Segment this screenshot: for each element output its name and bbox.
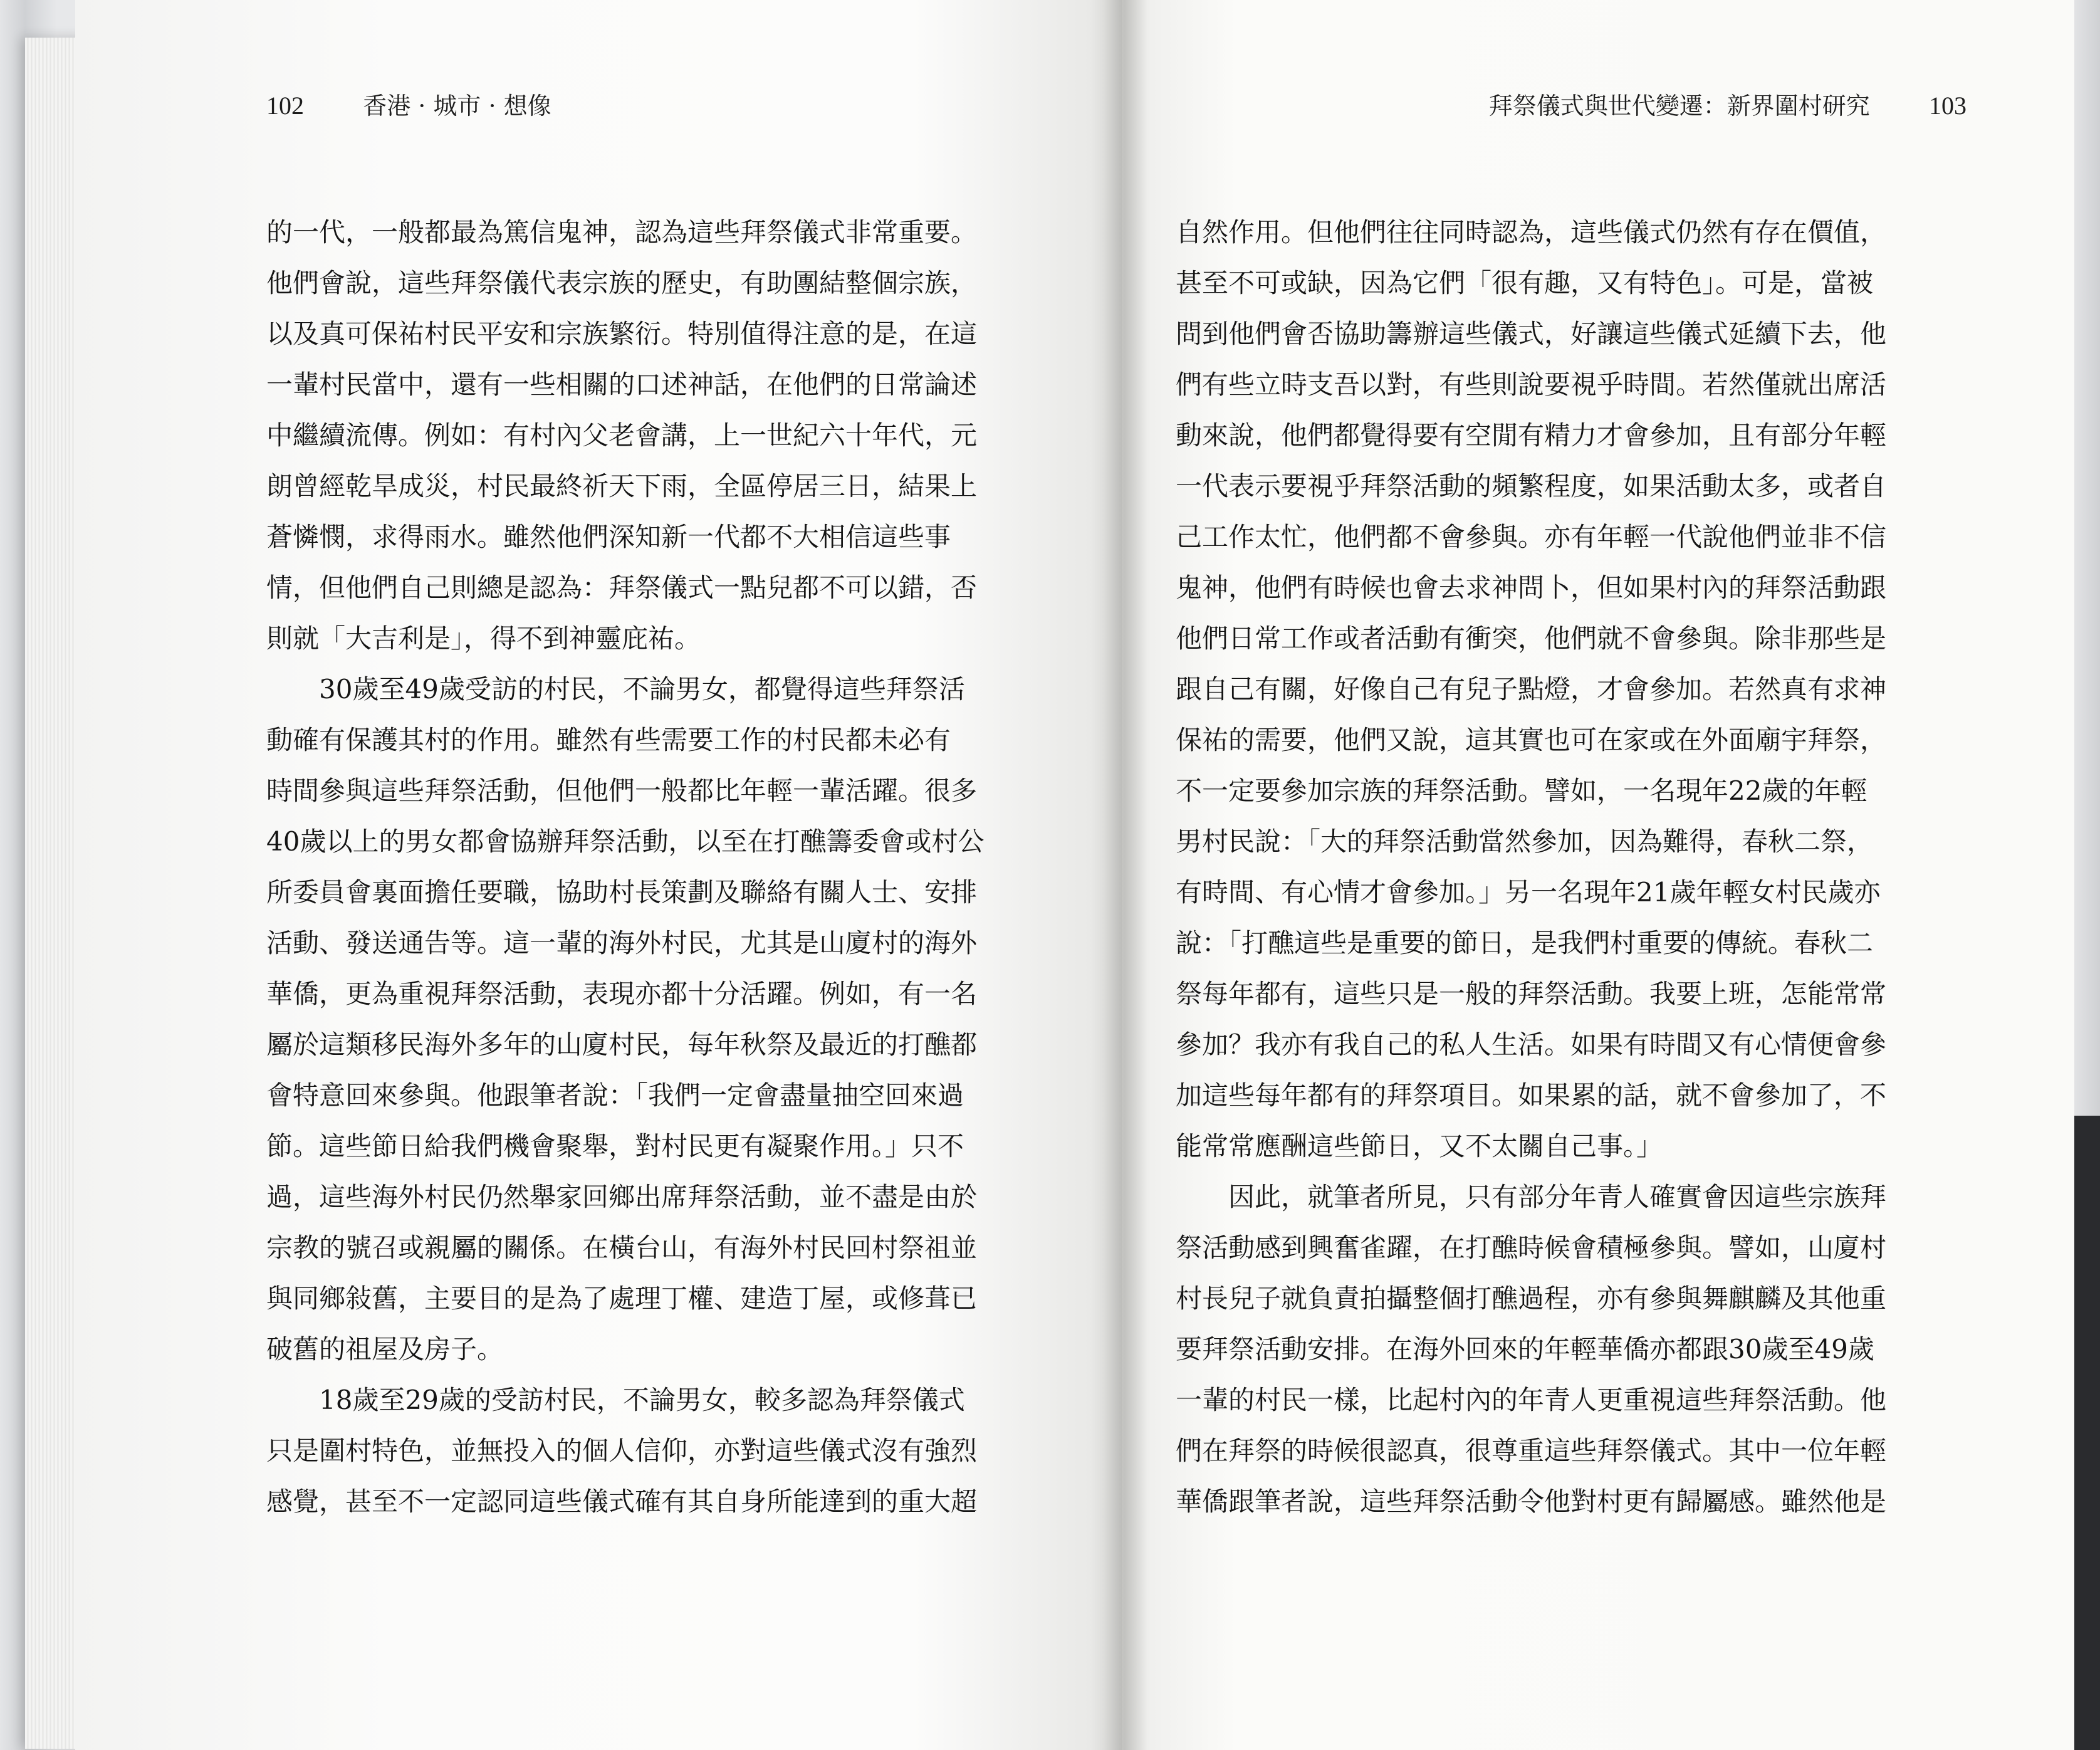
background-surface	[2074, 0, 2100, 1116]
text-line: 中繼續流傳。例如：有村內父老會講，上一世紀六十年代，元	[266, 420, 978, 451]
text-line: 40歲以上的男女都會協辦拜祭活動，以至在打醮籌委會或村公	[266, 826, 985, 857]
right-body-text	[1176, 207, 1886, 1527]
text-line: 能常常應酬這些節日，又不太關自己事。」	[1176, 1131, 1663, 1161]
right-page-number: 103	[1929, 92, 1967, 120]
right-running-head	[1489, 86, 1967, 121]
text-line: 男村民說：「大的拜祭活動當然參加，因為難得，春秋二祭，	[1176, 826, 1874, 857]
text-line: 宗教的號召或親屬的關係。在橫台山，有海外村民回村祭祖並	[266, 1232, 978, 1263]
text-line: 己工作太忙，他們都不會參與。亦有年輕一代說他們並非不信	[1176, 521, 1887, 552]
text-line: 華僑，更為重視拜祭活動，表現亦都十分活躍。例如，有一名	[266, 978, 978, 1009]
text-line: 們在拜祭的時候很認真，很尊重這些拜祭儀式。其中一位年輕	[1176, 1435, 1887, 1466]
text-line: 所委員會裏面擔任要職，協助村長策劃及聯絡有關人士、安排	[266, 877, 978, 908]
text-line: 他們會說，這些拜祭儀代表宗族的歷史，有助團結整個宗族，	[266, 268, 978, 298]
text-line: 問到他們會否協助籌辦這些儀式，好讓這些儀式延續下去，他	[1176, 318, 1887, 349]
text-line: 過，這些海外村民仍然舉家回鄉出席拜祭活動，並不盡是由於	[266, 1182, 978, 1212]
text-line: 加這些每年都有的拜祭項目。如果累的話，就不會參加了，不	[1176, 1080, 1887, 1111]
text-line: 要拜祭活動安排。在海外回來的年輕華僑亦都跟30歲至49歲	[1176, 1334, 1874, 1365]
text-line: 保祐的需要，他們又說，這其實也可在家或在外面廟宇拜祭，	[1176, 725, 1887, 755]
text-line: 動確有保護其村的作用。雖然有些需要工作的村民都未必有	[266, 725, 951, 755]
text-line: 甚至不可或缺，因為它們「很有趣，又有特色」。可是，當被	[1176, 268, 1874, 298]
text-line: 村長兒子就負責拍攝整個打醮過程，亦有參與舞麒麟及其他重	[1176, 1283, 1887, 1314]
dark-surface	[2074, 1116, 2100, 1750]
text-line: 參加？我亦有我自己的私人生活。如果有時間又有心情便會參	[1176, 1029, 1887, 1060]
text-line: 節。這些節日給我們機會聚舉，對村民更有凝聚作用。」只不	[266, 1131, 964, 1161]
text-line: 情，但他們自己則總是認為：拜祭儀式一點兒都不可以錯，否	[266, 572, 978, 603]
text-line: 祭活動感到興奮雀躍，在打醮時候會積極參與。譬如，山廈村	[1176, 1232, 1887, 1263]
text-line: 因此，就筆者所見，只有部分年青人確實會因這些宗族拜	[1228, 1182, 1887, 1212]
text-line: 的一代，一般都最為篤信鬼神，認為這些拜祭儀式非常重要。	[266, 217, 978, 248]
text-line: 朗曾經乾旱成災，村民最終祈天下雨，全區停居三日，結果上	[266, 471, 978, 501]
book-gutter	[1103, 0, 1147, 1750]
text-line: 一輩的村民一樣，比起村內的年青人更重視這些拜祭活動。他	[1176, 1385, 1887, 1415]
text-line: 不一定要參加宗族的拜祭活動。譬如，一名現年22歲的年輕	[1176, 775, 1868, 806]
text-line: 會特意回來參與。他跟筆者說：「我們一定會盡量抽空回來過	[266, 1080, 964, 1111]
text-line: 30歲至49歲受訪的村民，不論男女，都覺得這些拜祭活	[319, 674, 965, 705]
right-running-title: 拜祭儀式與世代變遷：新界圍村研究	[1488, 92, 1870, 120]
text-line: 破舊的祖屋及房子。	[266, 1334, 504, 1365]
left-page-number: 102	[266, 92, 304, 120]
text-line: 一代表示要視乎拜祭活動的頻繁程度，如果活動太多，或者自	[1176, 471, 1887, 501]
text-line: 鬼神，他們有時候也會去求神問卜，但如果村內的拜祭活動跟	[1176, 572, 1887, 603]
text-line: 他們日常工作或者活動有衝突，他們就不會參與。除非那些是	[1176, 623, 1887, 654]
text-line: 則就「大吉利是」，得不到神靈庇祐。	[266, 623, 701, 654]
text-line: 時間參與這些拜祭活動，但他們一般都比年輕一輩活躍。很多	[266, 775, 978, 806]
text-line: 祭每年都有，這些只是一般的拜祭活動。我要上班，怎能常常	[1176, 978, 1887, 1009]
text-line: 屬於這類移民海外多年的山廈村民，每年秋祭及最近的打醮都	[266, 1029, 978, 1060]
text-line: 18歲至29歲的受訪村民，不論男女，較多認為拜祭儀式	[319, 1385, 965, 1415]
text-line: 蒼憐憫，求得雨水。雖然他們深知新一代都不大相信這些事	[266, 521, 951, 552]
text-line: 華僑跟筆者說，這些拜祭活動令他對村更有歸屬感。雖然他是	[1176, 1486, 1887, 1517]
text-line: 跟自己有關，好像自己有兒子點燈，才會參加。若然真有求神	[1176, 674, 1887, 705]
text-line: 感覺，甚至不一定認同這些儀式確有其自身所能達到的重大超	[266, 1486, 978, 1517]
text-line: 自然作用。但他們往往同時認為，這些儀式仍然有存在價值，	[1176, 217, 1887, 248]
text-line: 們有些立時支吾以對，有些則說要視乎時間。若然僅就出席活	[1176, 369, 1887, 400]
text-line: 以及真可保祐村民平安和宗族繁衍。特別值得注意的是，在這	[266, 318, 978, 349]
left-running-head	[266, 86, 551, 121]
text-line: 活動、發送通告等。這一輩的海外村民，尤其是山廈村的海外	[266, 928, 978, 958]
left-body-text	[266, 207, 984, 1527]
left-running-title: 香港 · 城市 · 想像	[363, 92, 551, 120]
text-line: 一輩村民當中，還有一些相關的口述神話，在他們的日常論述	[266, 369, 978, 400]
text-line: 動來說，他們都覺得要有空閒有精力才會參加，且有部分年輕	[1176, 420, 1887, 451]
text-line: 有時間、有心情才會參加。」另一名現年21歲年輕女村民歲亦	[1176, 877, 1881, 908]
text-line: 只是圍村特色，並無投入的個人信仰，亦對這些儀式沒有強烈	[266, 1435, 978, 1466]
text-line: 說：「打醮這些是重要的節日，是我們村重要的傳統。春秋二	[1176, 928, 1874, 958]
text-line: 與同鄉敍舊，主要目的是為了處理丁權、建造丁屋，或修葺已	[266, 1283, 978, 1314]
